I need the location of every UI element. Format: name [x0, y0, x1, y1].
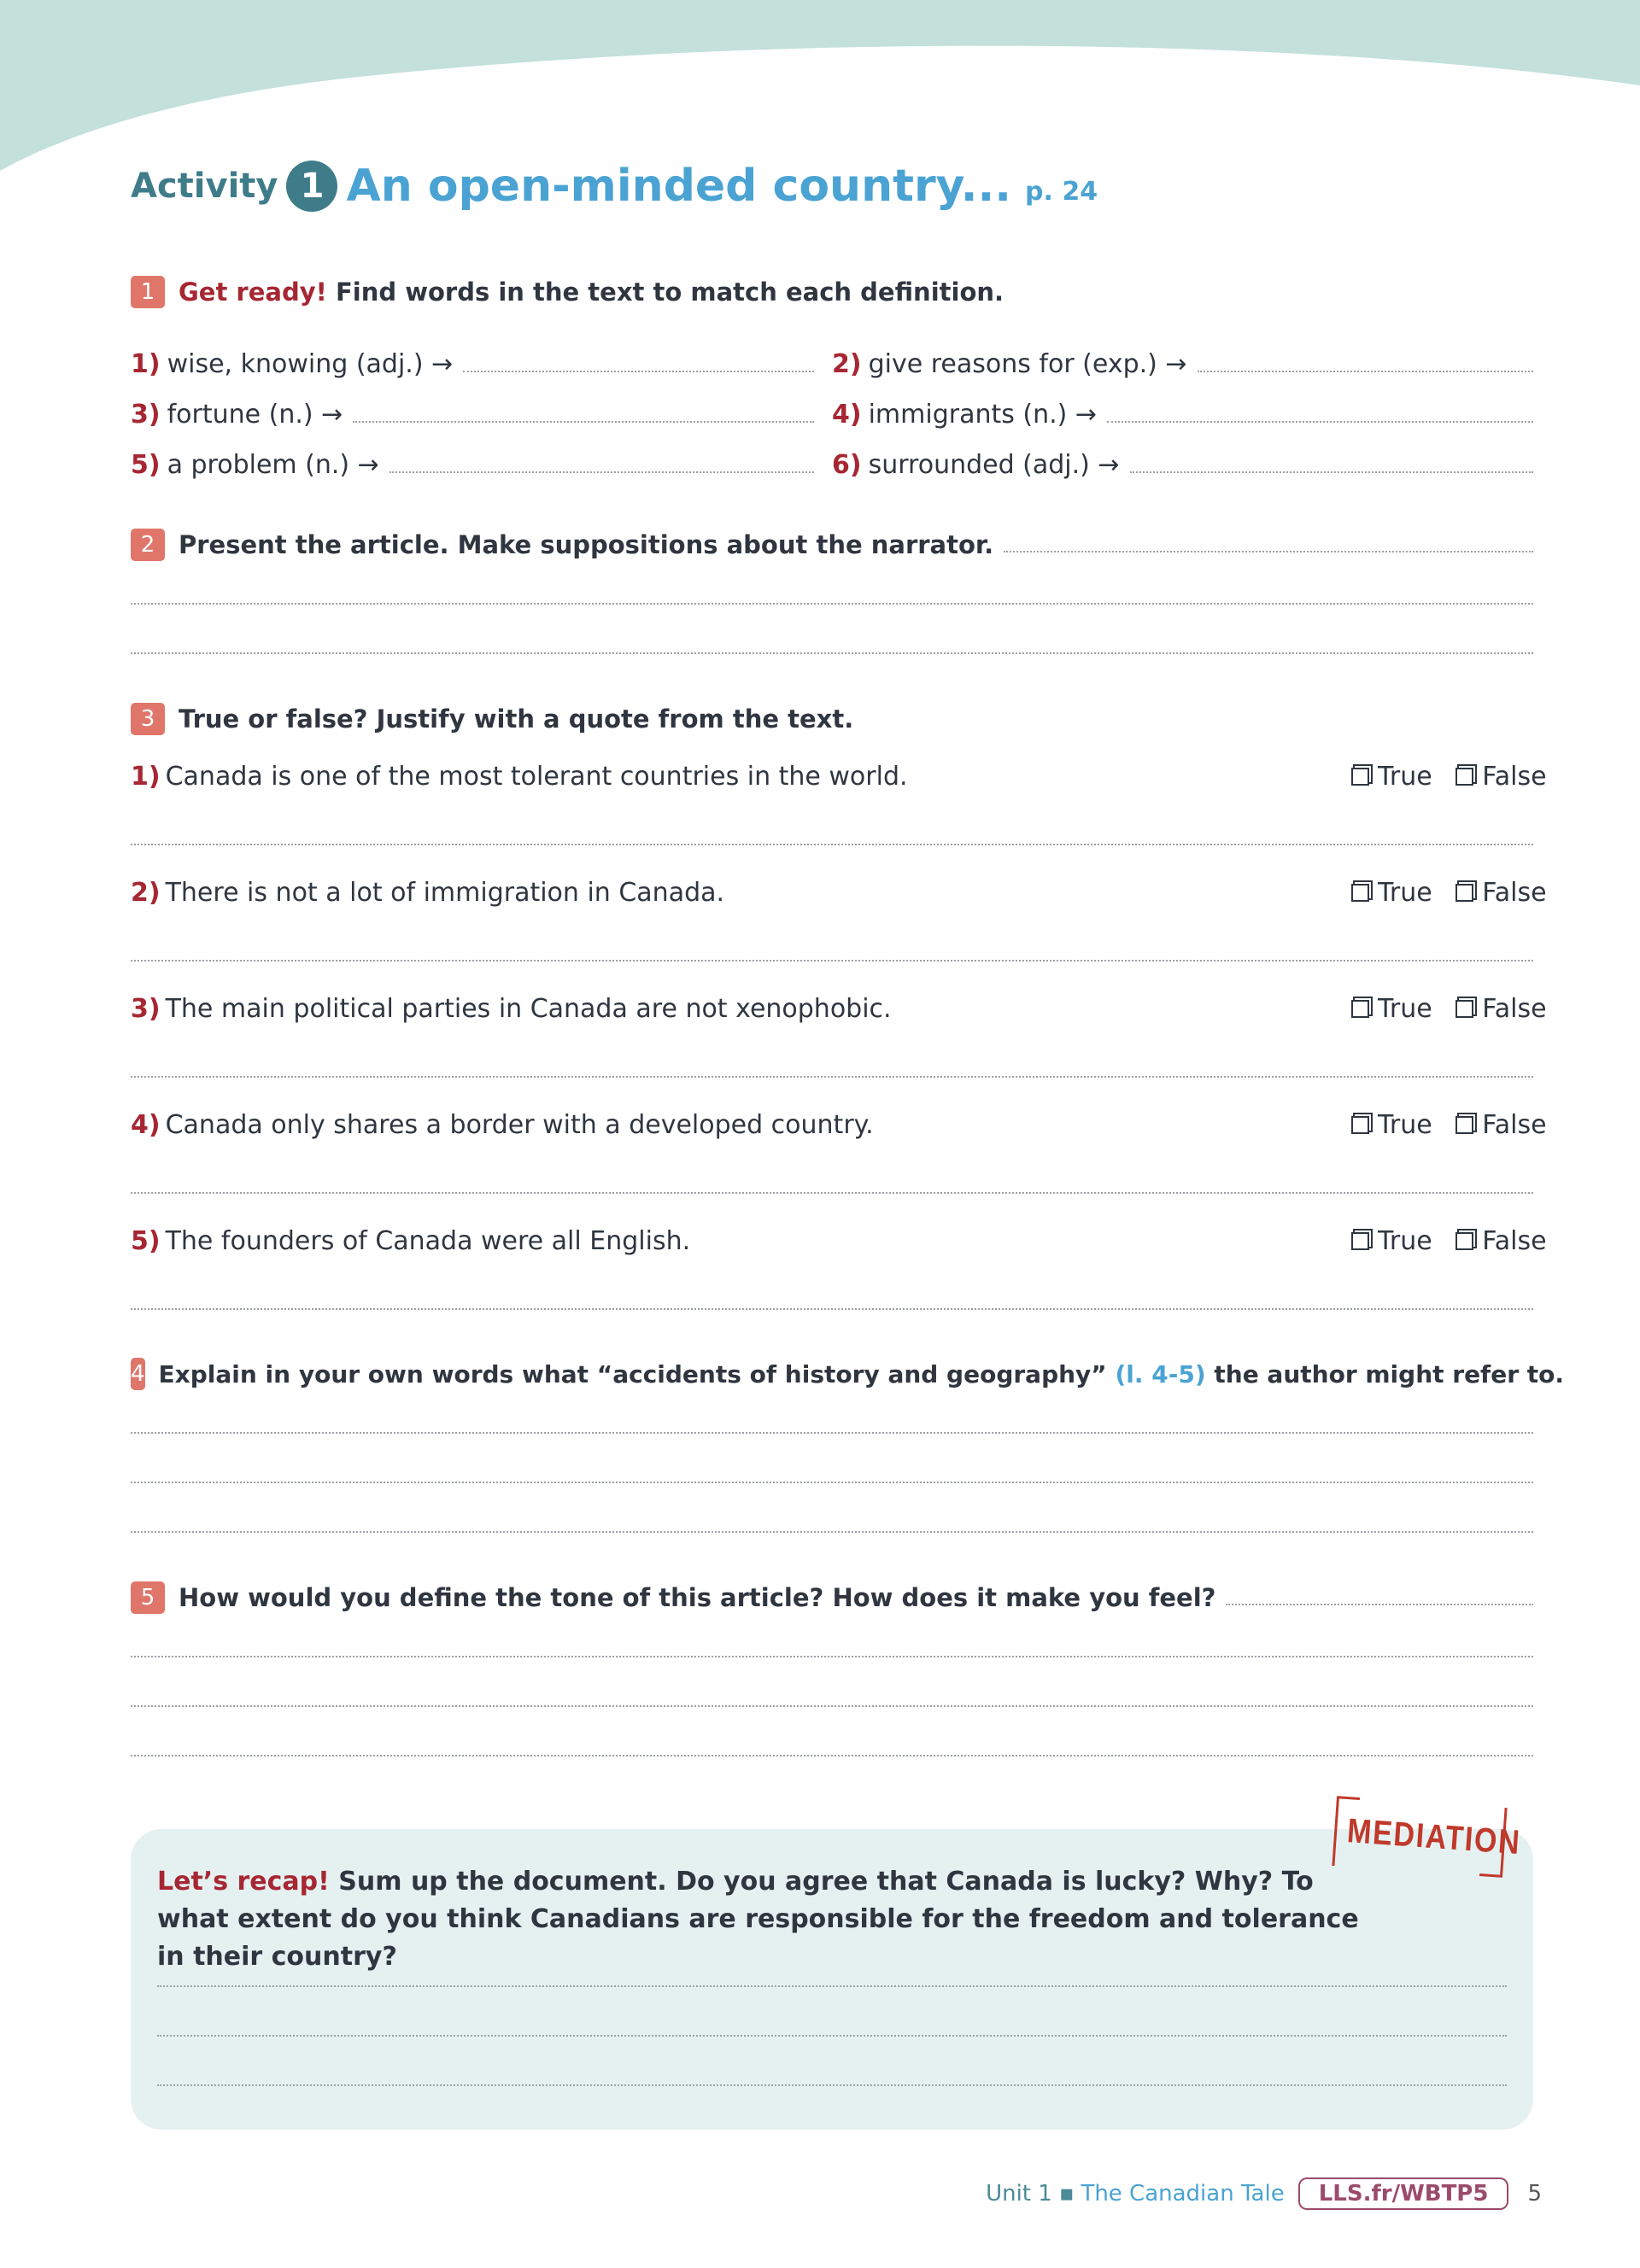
- recap-prompt: [157, 1863, 1370, 1976]
- answer-line[interactable]: [157, 2035, 1507, 2037]
- true-label: True: [1378, 878, 1432, 908]
- footer-link[interactable]: LLS.fr/WBTP5: [1298, 2177, 1509, 2210]
- false-checkbox[interactable]: [1456, 1000, 1473, 1018]
- definition-text: surrounded (adj.) →: [868, 449, 1120, 480]
- false-label: False: [1482, 1110, 1547, 1140]
- activity-title: An open-minded country...: [346, 161, 1011, 212]
- statement-text: The main political parties in Canada are not xenophobic.: [165, 994, 892, 1024]
- answer-line[interactable]: [131, 844, 1533, 845]
- question-4-number: 4: [131, 1358, 145, 1390]
- true-label: True: [1378, 1226, 1432, 1256]
- true-label: True: [1378, 994, 1432, 1024]
- question-1-number: 1: [131, 276, 165, 308]
- recap-lead: Let’s recap!: [157, 1867, 330, 1897]
- answer-line[interactable]: [131, 1076, 1533, 1078]
- statement-text: There is not a lot of immigration in Canada.: [165, 878, 725, 908]
- true-false-statement: [131, 994, 892, 1024]
- answer-line[interactable]: [157, 2084, 1507, 2086]
- true-checkbox[interactable]: [1351, 1232, 1369, 1250]
- definition-item: [131, 447, 814, 482]
- definition-item: [131, 347, 814, 381]
- question-1-lead: Get ready!: [179, 278, 327, 307]
- definition-number: 2): [832, 348, 862, 379]
- answer-line[interactable]: [131, 652, 1533, 654]
- activity-title-row: [131, 152, 1098, 220]
- answer-line[interactable]: [353, 420, 814, 423]
- activity-number-badge: 1: [286, 161, 337, 212]
- answer-line[interactable]: [1107, 420, 1533, 423]
- activity-page-ref: p. 24: [1025, 176, 1098, 207]
- answer-line[interactable]: [131, 1482, 1533, 1483]
- answer-line[interactable]: [131, 1192, 1533, 1194]
- true-checkbox[interactable]: [1351, 884, 1369, 902]
- false-label: False: [1482, 878, 1547, 908]
- statement-number: 2): [131, 878, 161, 908]
- statement-text: Canada is one of the most tolerant countries in the world.: [165, 762, 908, 792]
- answer-line[interactable]: [131, 603, 1533, 605]
- question-4-instruction-part-1: Explain in your own words what “accidents of history and geography”: [158, 1359, 1107, 1388]
- footer-unit: Unit 1: [986, 2181, 1052, 2207]
- page-footer: [986, 2177, 1542, 2210]
- definition-number: 4): [832, 399, 862, 430]
- definition-item: [832, 347, 1533, 381]
- question-3-heading: [131, 703, 853, 735]
- definition-text: give reasons for (exp.) →: [868, 348, 1187, 379]
- question-1-instruction: Find words in the text to match each definition.: [335, 278, 1004, 307]
- answer-line[interactable]: [463, 370, 814, 372]
- true-false-options: [1351, 878, 1547, 908]
- definition-item: [131, 397, 814, 431]
- question-4-line-ref: (l. 4-5): [1115, 1359, 1206, 1388]
- true-label: True: [1378, 762, 1432, 792]
- answer-line[interactable]: [131, 960, 1533, 962]
- answer-line[interactable]: [157, 1985, 1507, 1987]
- footer-separator: ▪: [1058, 2181, 1075, 2207]
- answer-line[interactable]: [131, 1656, 1533, 1657]
- true-false-options: [1351, 994, 1547, 1024]
- true-false-statement: [131, 878, 724, 908]
- true-checkbox[interactable]: [1351, 1000, 1369, 1018]
- answer-line[interactable]: [131, 1432, 1533, 1434]
- statement-text: The founders of Canada were all English.: [165, 1226, 691, 1256]
- false-checkbox[interactable]: [1456, 768, 1473, 786]
- definition-number: 6): [832, 449, 862, 480]
- recap-text: Sum up the document. Do you agree that Canada is lucky? Why? To what extent do you think Canadians are responsible for the freedom and tolerance in their country?: [157, 1867, 1359, 1972]
- statement-number: 4): [131, 1110, 161, 1140]
- false-label: False: [1482, 994, 1547, 1024]
- question-5-heading: [131, 1581, 1533, 1614]
- activity-label: Activity: [131, 167, 278, 206]
- true-checkbox[interactable]: [1351, 1116, 1369, 1134]
- false-label: False: [1482, 762, 1547, 792]
- false-checkbox[interactable]: [1456, 1232, 1473, 1250]
- question-4-instruction-part-2: the author might refer to.: [1214, 1359, 1565, 1388]
- answer-line[interactable]: [131, 1705, 1533, 1707]
- true-false-statement: [131, 1110, 874, 1140]
- question-1-heading: [131, 276, 1004, 308]
- true-false-options: [1351, 1110, 1547, 1140]
- definition-text: fortune (n.) →: [167, 399, 343, 430]
- false-label: False: [1482, 1226, 1547, 1256]
- footer-subtitle: The Canadian Tale: [1081, 2181, 1285, 2207]
- false-checkbox[interactable]: [1456, 884, 1473, 902]
- question-2-heading: [131, 529, 1533, 561]
- question-2-instruction: Present the article. Make suppositions about the narrator.: [179, 530, 994, 559]
- false-checkbox[interactable]: [1456, 1116, 1473, 1134]
- question-4-heading: [131, 1358, 1565, 1390]
- definition-text: immigrants (n.) →: [868, 399, 1098, 430]
- question-3-number: 3: [131, 703, 165, 735]
- answer-line[interactable]: [131, 1531, 1533, 1533]
- definition-item: [832, 397, 1533, 431]
- answer-line[interactable]: [390, 471, 814, 473]
- statement-text: Canada only shares a border with a developed country.: [165, 1110, 874, 1140]
- statement-number: 5): [131, 1226, 161, 1256]
- true-false-statement: [131, 762, 908, 792]
- definition-number: 3): [131, 399, 161, 430]
- answer-line[interactable]: [1130, 471, 1533, 473]
- definition-number: 5): [131, 449, 161, 480]
- question-5-number: 5: [131, 1581, 165, 1614]
- true-false-options: [1351, 762, 1547, 792]
- true-label: True: [1378, 1110, 1432, 1140]
- definition-number: 1): [131, 348, 161, 379]
- definition-text: a problem (n.) →: [167, 449, 379, 480]
- answer-line[interactable]: [131, 1308, 1533, 1310]
- statement-number: 1): [131, 762, 161, 792]
- answer-line[interactable]: [1226, 1603, 1533, 1605]
- true-checkbox[interactable]: [1351, 768, 1369, 786]
- true-false-options: [1351, 1226, 1547, 1256]
- answer-line[interactable]: [1198, 370, 1533, 372]
- answer-line[interactable]: [1004, 550, 1533, 552]
- question-2-number: 2: [131, 529, 165, 561]
- true-false-statement: [131, 1226, 690, 1256]
- definition-item: [832, 447, 1533, 482]
- question-3-instruction: True or false? Justify with a quote from the text.: [179, 704, 854, 734]
- question-5-instruction: How would you define the tone of this article? How does it make you feel?: [179, 1583, 1216, 1612]
- page-number: 5: [1527, 2181, 1542, 2207]
- statement-number: 3): [131, 994, 161, 1024]
- definition-text: wise, knowing (adj.) →: [167, 348, 454, 379]
- answer-line[interactable]: [131, 1755, 1533, 1757]
- mediation-stamp-text: MEDIATION: [1345, 1812, 1522, 1862]
